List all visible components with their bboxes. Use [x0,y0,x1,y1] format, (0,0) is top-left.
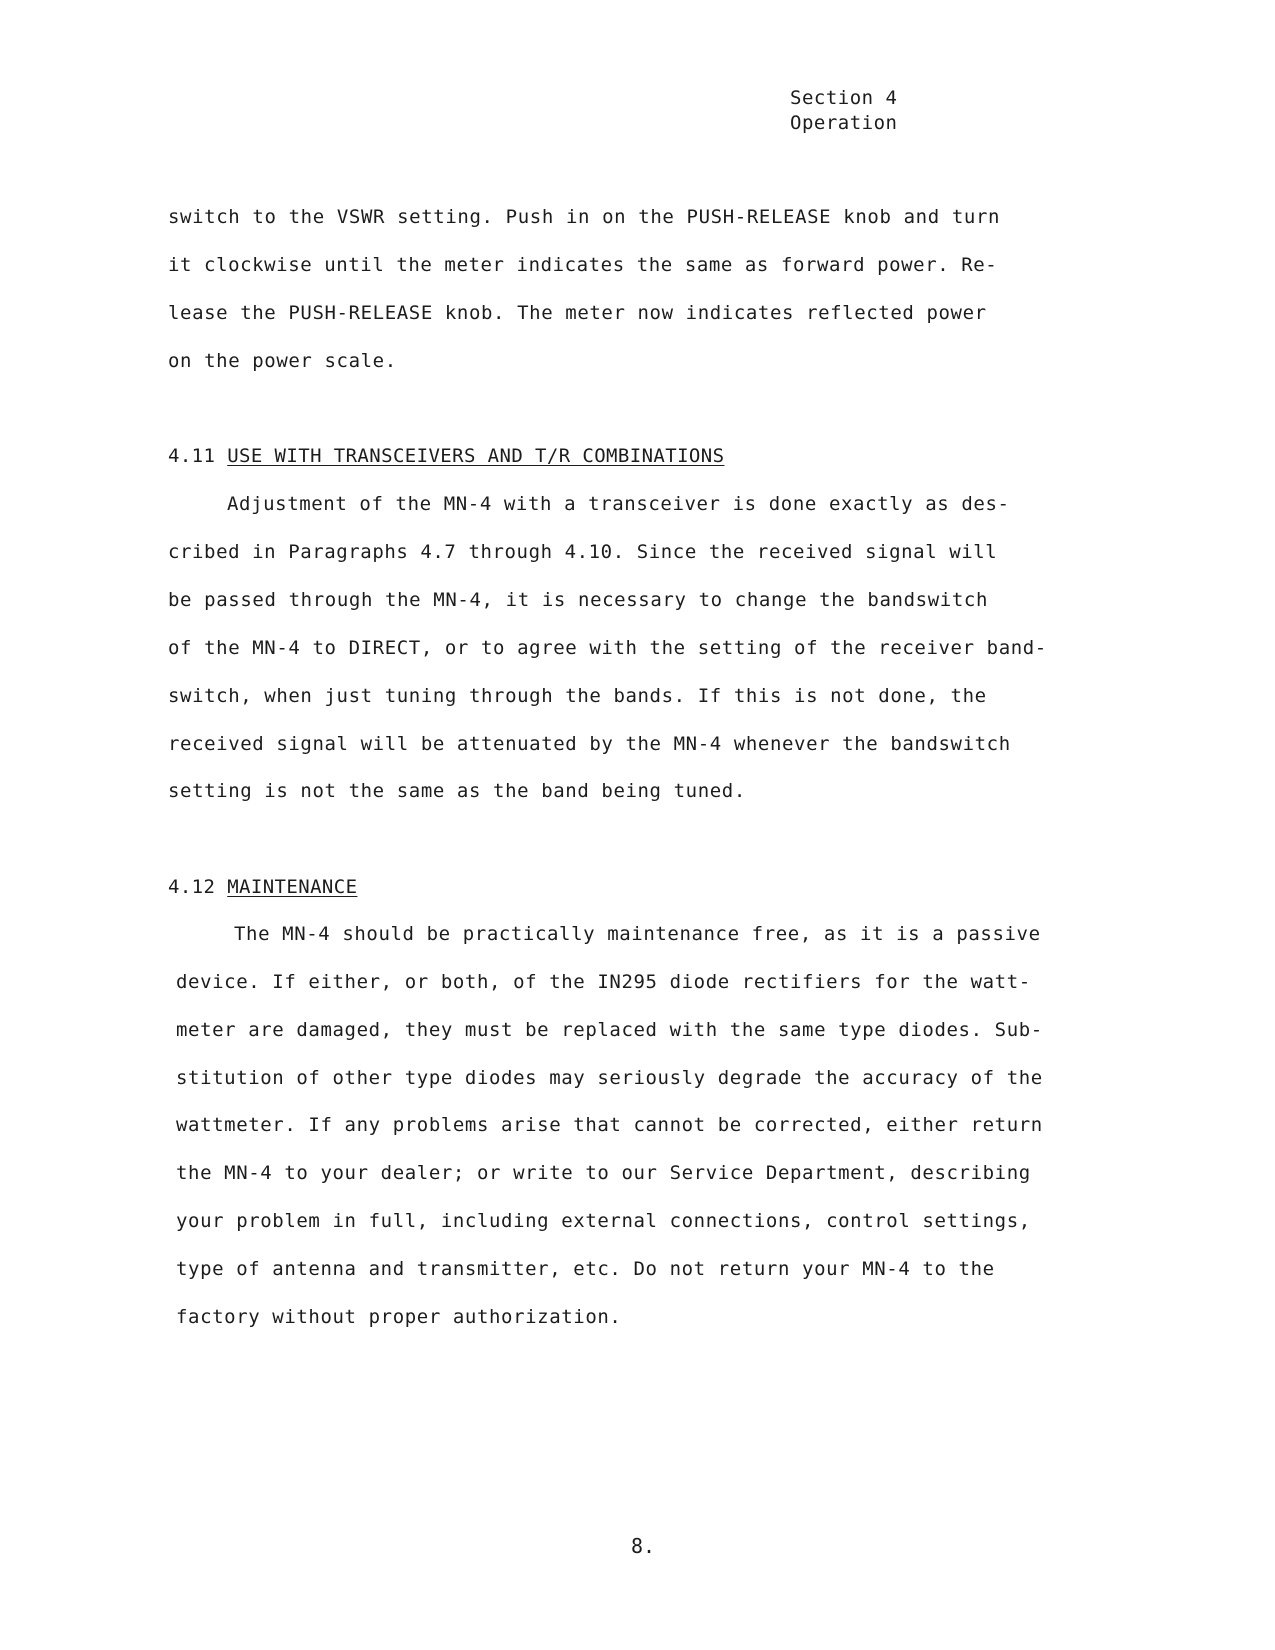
section-heading [168,875,357,899]
paragraph-line: device. If either, or both, of the IN295 diode rectifiers for the watt- [176,971,1031,993]
paragraph-line: stitution of other type diodes may seriously degrade the accuracy of the [176,1067,1043,1089]
section-title: MAINTENANCE [227,876,358,898]
header-chapter: Operation [790,112,898,134]
paragraph-line: switch, when just tuning through the bands. If this is not done, the [168,685,987,707]
header-section: Section 4 [790,87,898,109]
paragraph-line: it clockwise until the meter indicates the same as forward power. Re- [168,254,998,276]
paragraph-line: received signal will be attenuated by the MN-4 whenever the bandswitch [168,733,1011,755]
paragraph-line: cribed in Paragraphs 4.7 through 4.10. Since the received signal will [168,541,998,563]
paragraph-line: setting is not the same as the band being tuned. [168,780,746,802]
section-number: 4.11 [168,445,216,467]
paragraph-line: on the power scale. [168,350,397,372]
paragraph-line: of the MN-4 to DIRECT, or to agree with the setting of the receiver band- [168,637,1047,659]
section-number: 4.12 [168,876,216,898]
paragraph-line: the MN-4 to your dealer; or write to our Service Department, describing [176,1162,1031,1184]
page-number: 8. [631,1534,656,1558]
section-title: USE WITH TRANSCEIVERS AND T/R COMBINATIONS [227,445,725,467]
paragraph-line: your problem in full, including external connections, control settings, [176,1210,1031,1232]
paragraph-line: type of antenna and transmitter, etc. Do not return your MN-4 to the [176,1258,995,1280]
paragraph-line: switch to the VSWR setting. Push in on the PUSH-RELEASE knob and turn [168,206,1001,228]
paragraph-line: The MN-4 should be practically maintenance free, as it is a passive [234,923,1041,945]
section-heading [168,444,724,468]
running-header [790,86,897,136]
paragraph-line: factory without proper authorization. [176,1306,622,1328]
paragraph-line: be passed through the MN-4, it is necessary to change the bandswitch [168,589,989,611]
paragraph-line: meter are damaged, they must be replaced with the same type diodes. Sub- [176,1019,1043,1041]
paragraph-line: Adjustment of the MN-4 with a transceiver is done exactly as des- [227,493,1010,515]
paragraph-line: lease the PUSH-RELEASE knob. The meter now indicates reflected power [168,302,987,324]
paragraph-line: wattmeter. If any problems arise that cannot be corrected, either return [176,1114,1043,1136]
